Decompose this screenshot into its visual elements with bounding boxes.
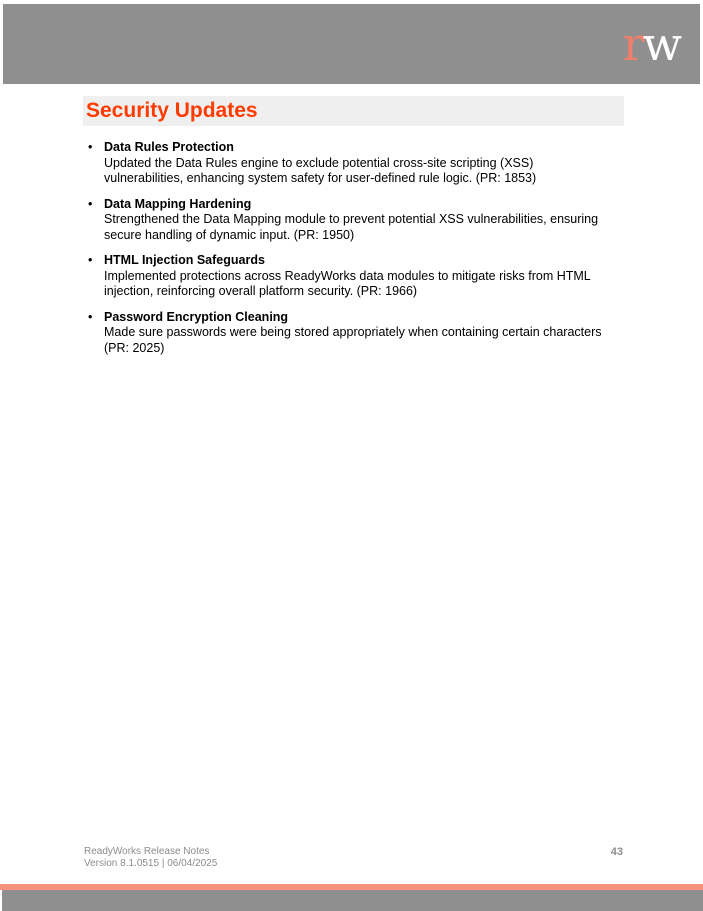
bullet-icon: • <box>88 253 93 267</box>
list-item <box>88 253 608 300</box>
release-notes-list <box>88 140 608 366</box>
readyworks-logo <box>623 14 680 74</box>
logo-letter-w: w <box>642 17 680 71</box>
list-item-text <box>104 253 607 300</box>
item-title: Password Encryption Cleaning <box>104 309 289 324</box>
page-number: 43 <box>610 846 623 858</box>
page-title: Security Updates <box>86 99 258 122</box>
list-item <box>88 140 608 187</box>
bullet-icon: • <box>88 140 93 154</box>
section-heading-band <box>83 96 624 126</box>
footer-doc-name: ReadyWorks Release Notes <box>84 846 210 857</box>
item-body: Implemented protections across ReadyWorks data modules to mitigate risks from HTML injection, reinforcing overall platform security. (PR: 1966) <box>104 268 591 298</box>
item-title: HTML Injection Safeguards <box>104 253 265 267</box>
bullet-icon: • <box>88 309 93 324</box>
footer-version-line: Version 8.1.0515 | 06/04/2025 <box>84 858 218 869</box>
logo-letter-r: r <box>622 17 643 71</box>
list-item-text <box>104 197 607 244</box>
item-body: Updated the Data Rules engine to exclude potential cross-site scripting (XSS) vulnerabilities, enhancing system safety for user-defined rule logic. (PR: 1853) <box>104 155 537 185</box>
list-item-text <box>104 140 607 187</box>
header-bar <box>3 4 700 84</box>
item-title: Data Rules Protection <box>104 140 234 154</box>
bottom-gray-bar <box>2 890 703 911</box>
item-body: Strengthened the Data Mapping module to prevent potential XSS vulnerabilities, ensuring secure handling of dynamic input. (PR: 1950) <box>104 212 599 242</box>
item-title: Data Mapping Hardening <box>104 196 252 211</box>
list-item <box>88 310 608 357</box>
list-item-text <box>104 310 607 357</box>
item-body: Made sure passwords were being stored appropriately when containing certain characters (PR: 2025) <box>104 325 602 355</box>
bullet-icon: • <box>88 196 93 211</box>
list-item <box>88 197 608 244</box>
